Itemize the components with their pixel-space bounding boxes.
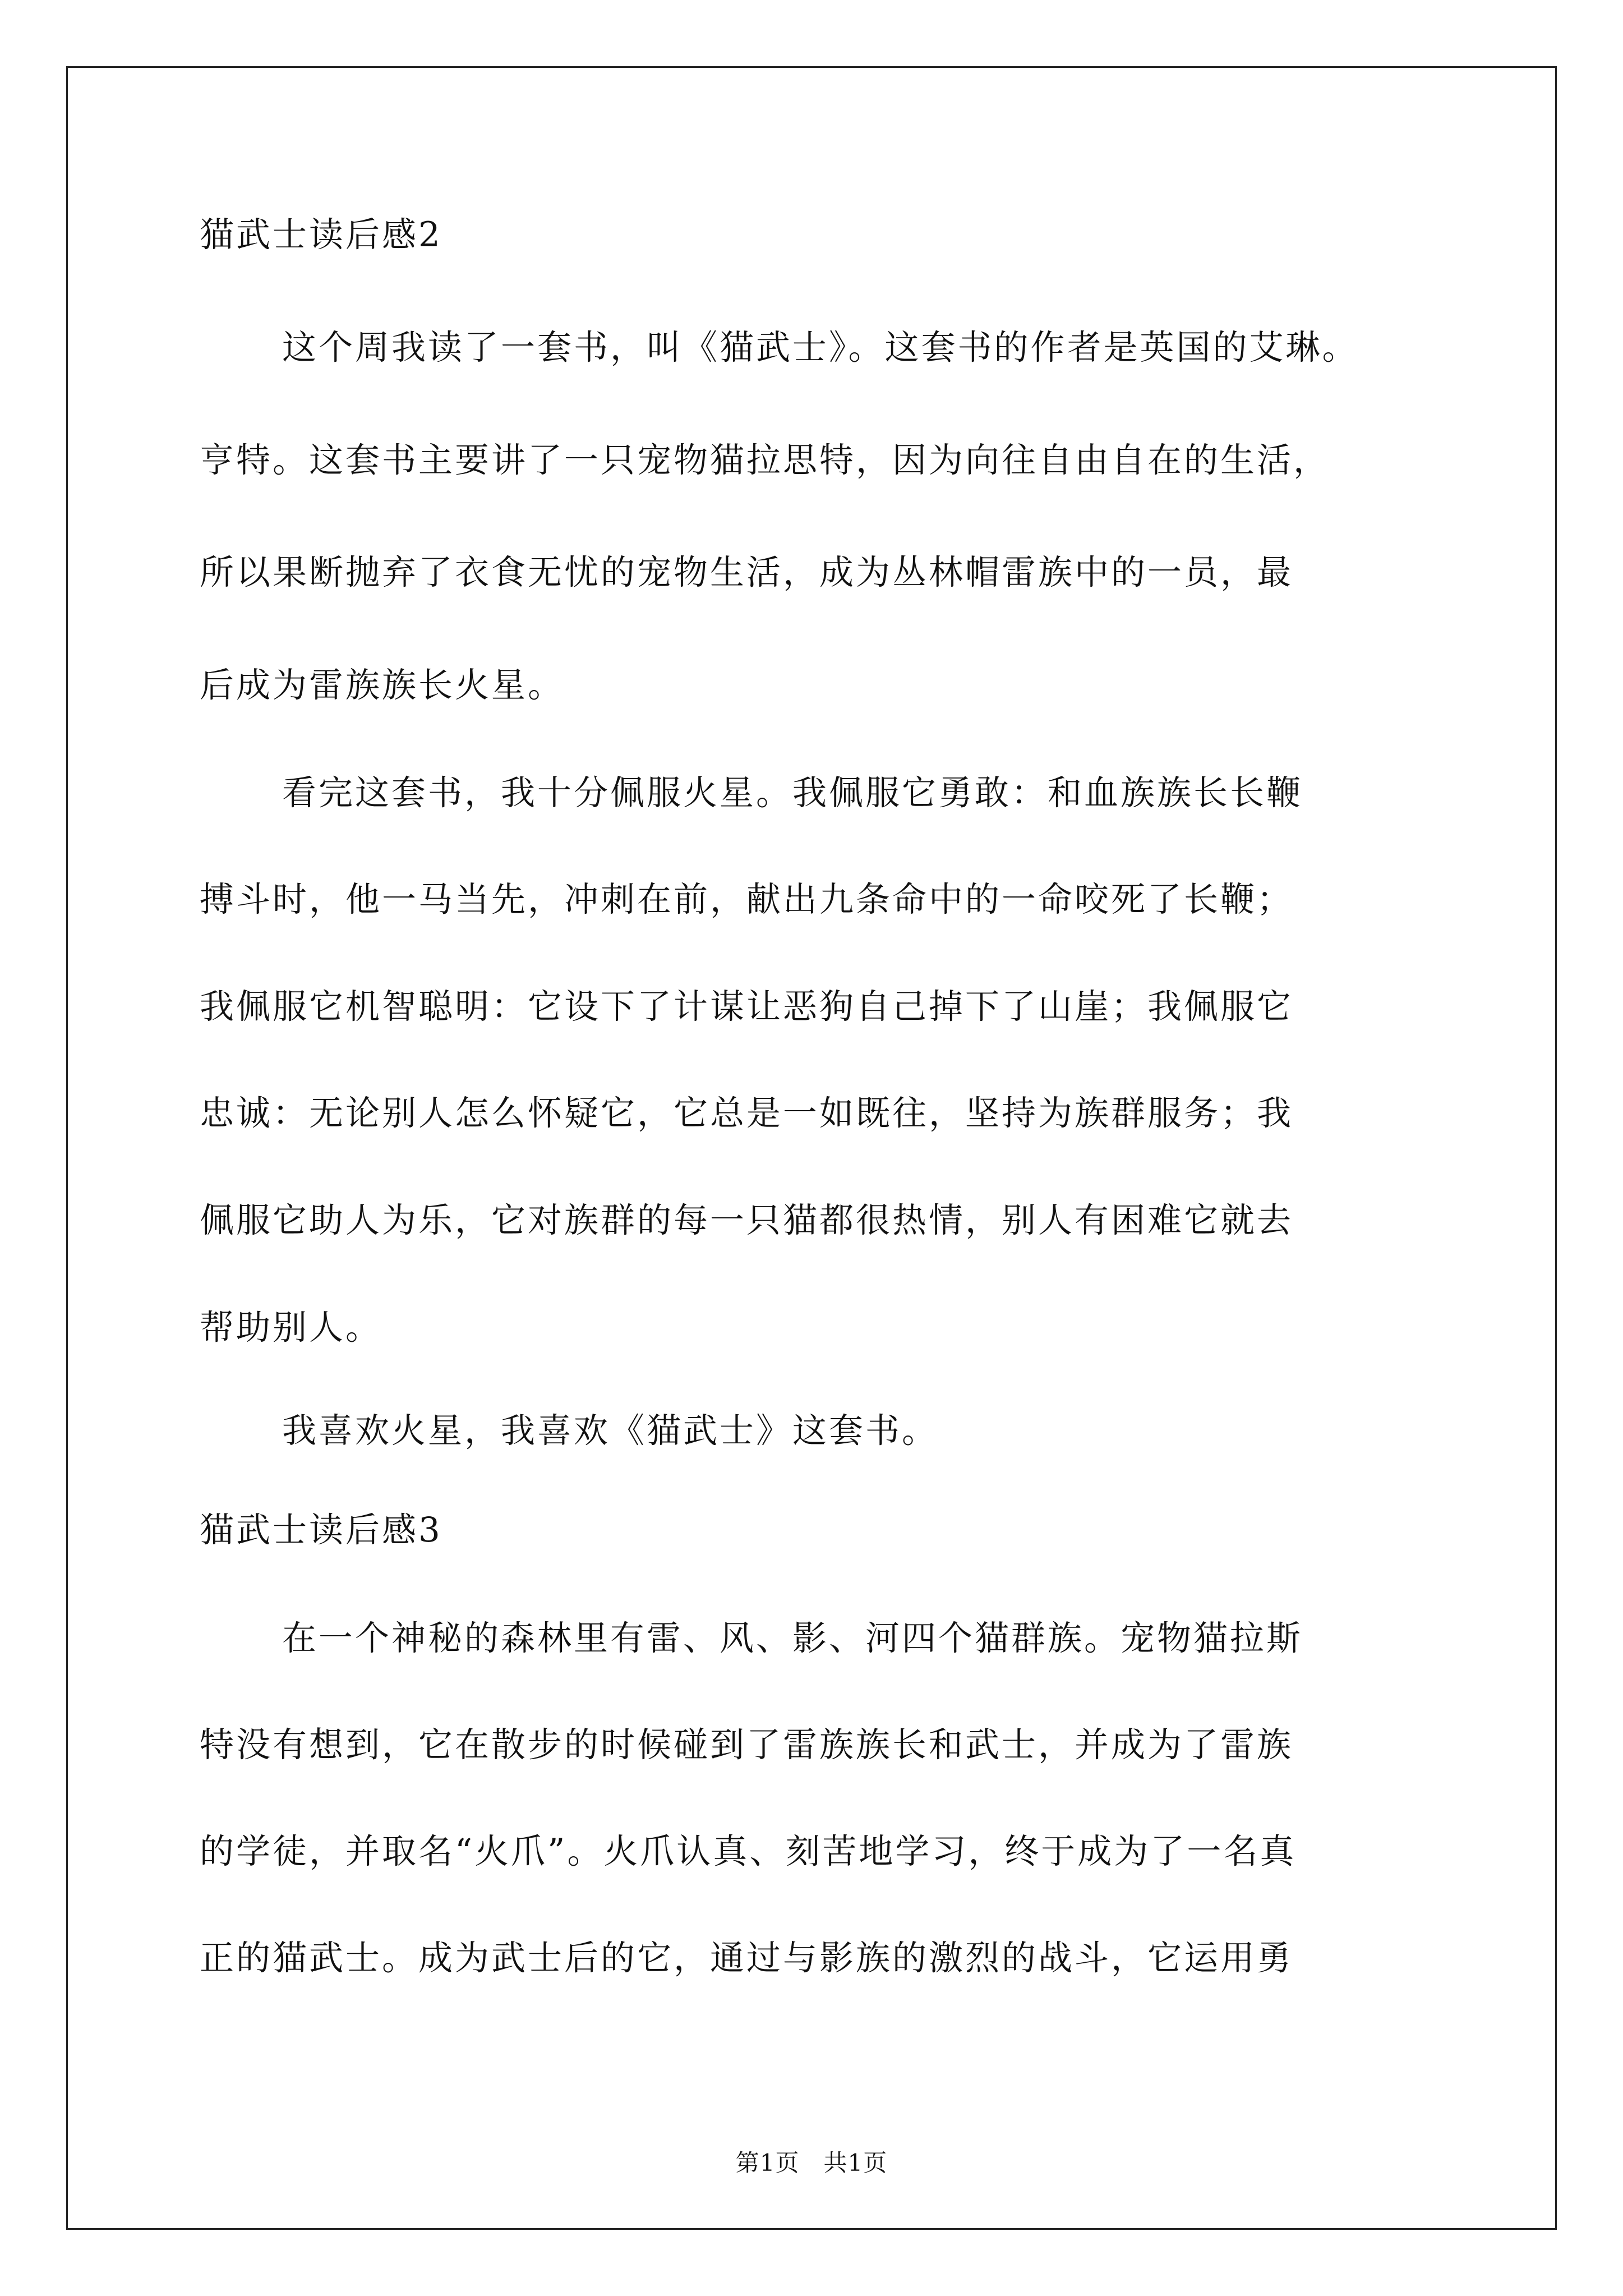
paragraph-line: 搏斗时，他一马当先，冲刺在前，献出九条命中的一命咬死了长鞭； [200,880,1294,919]
paragraph-line: 看完这套书，我十分佩服火星。我佩服它勇敢：和血族族长长鞭 [282,773,1303,813]
paragraph-line: 这个周我读了一套书，叫《猫武士》。这套书的作者是英国的艾琳。 [282,328,1359,367]
paragraph-line: 后成为雷族族长火星。 [200,665,565,705]
paragraph-line: 特没有想到，它在散步的时候碰到了雷族族长和武士，并成为了雷族 [200,1725,1294,1765]
paragraph-line: 所以果断抛弃了衣食无忧的宠物生活，成为丛林帽雷族中的一员，最 [200,553,1294,592]
paragraph-line: 我佩服它机智聪明：它设下了计谋让恶狗自己掉下了山崖；我佩服它 [200,987,1294,1027]
paragraph-line: 帮助别人。 [200,1308,382,1347]
section-2-heading: 猫武士读后感2 [200,215,442,255]
paragraph-line: 我喜欢火星，我喜欢《猫武士》这套书。 [282,1411,939,1451]
paragraph-line: 亨特。这套书主要讲了一只宠物猫拉思特，因为向往自由自在的生活， [200,440,1330,480]
page-border [66,66,1557,2230]
paragraph-line: 在一个神秘的森林里有雷、风、影、河四个猫群族。宠物猫拉斯 [282,1618,1303,1658]
paragraph-line: 佩服它助人为乐，它对族群的每一只猫都很热情，别人有困难它就去 [200,1200,1294,1240]
paragraph-line: 的学徒，并取名“火爪”。火爪认真、刻苦地学习，终于成为了一名真 [200,1832,1297,1871]
paragraph-line: 正的猫武士。成为武士后的它，通过与影族的激烈的战斗，它运用勇 [200,1938,1294,1978]
paragraph-line: 忠诚：无论别人怎么怀疑它，它总是一如既往，坚持为族群服务；我 [200,1093,1294,1133]
page-footer: 第1页 共1页 [735,2149,888,2177]
section-3-heading: 猫武士读后感3 [200,1510,442,1550]
